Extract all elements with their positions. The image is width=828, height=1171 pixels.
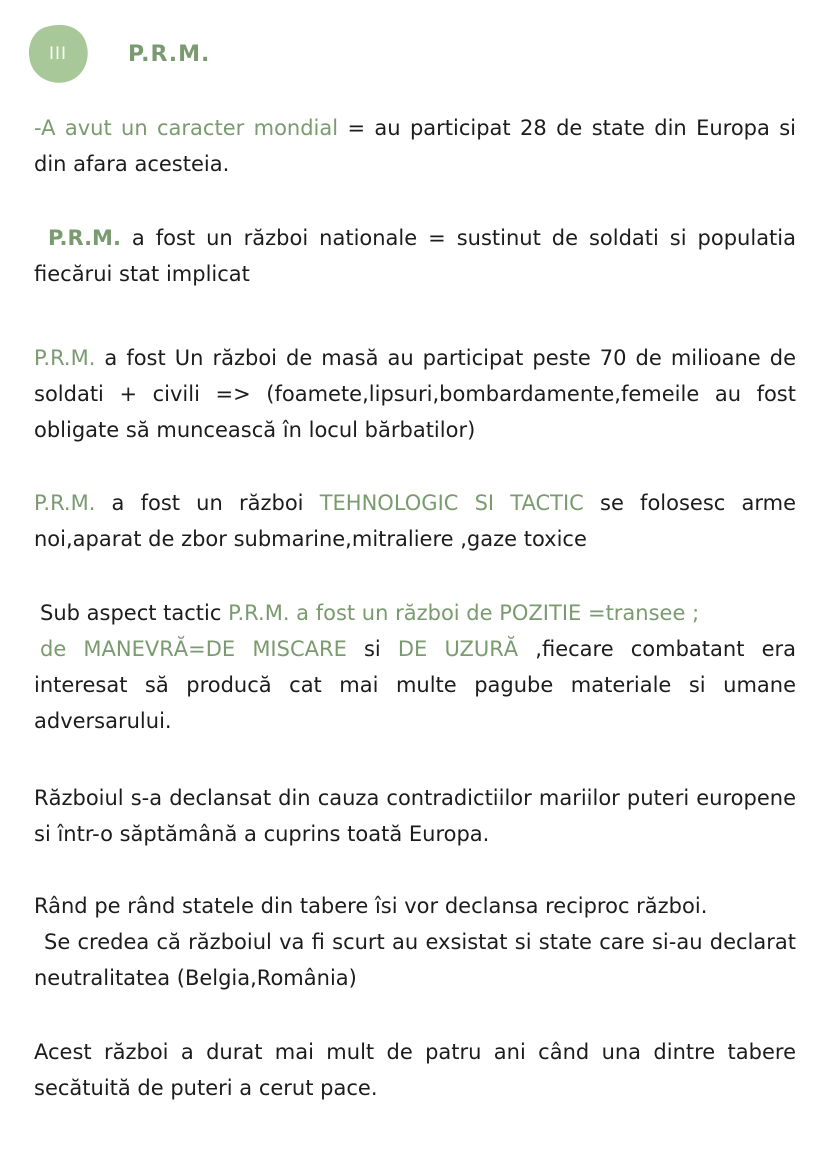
highlight-text: P.R.M.: [48, 226, 121, 250]
highlight-text: P.R.M. a fost un război de POZITIE =transee ;: [228, 601, 700, 625]
paragraph-text: Sub aspect tactic: [40, 601, 229, 625]
highlight-text: P.R.M.: [34, 346, 96, 370]
paragraph-3: [34, 340, 796, 448]
paragraph-text: a fost un război nationale = sustinut de soldati si populatia fiecărui stat implicat: [34, 226, 796, 286]
paragraph-text: si: [346, 637, 398, 661]
paragraph-text: Acest război a durat mai mult de patru ani când una dintre tabere secătuită de puteri a cerut pace.: [34, 1040, 796, 1100]
section-number: III: [48, 44, 68, 64]
page-header: [26, 22, 210, 86]
paragraph-4: [34, 485, 796, 557]
paragraph-text: = au participat 28 de state din Europa si din afara acesteia.: [34, 116, 797, 176]
paragraph-text: Se credea că războiul va fi scurt au exsistat si state care si-au declarat neutralitatea (Belgia,România): [34, 930, 796, 990]
paragraph-2: [34, 220, 796, 292]
highlight-text: de MANEVRĂ=DE MISCARE: [40, 637, 347, 661]
paragraph-5: [34, 595, 796, 739]
paragraph-text: a fost Un război de masă au participat peste 70 de milioane de soldati + civili => (foamete,lipsuri,bombardamente,femeile au fost obligate să muncească în locul bărbatilor): [34, 346, 796, 442]
paragraph-7: [34, 888, 796, 996]
highlight-text: P.R.M.: [34, 491, 96, 515]
highlight-text: DE UZURĂ: [397, 637, 519, 661]
section-badge: [26, 22, 90, 86]
highlight-text: -A avut un caracter mondial: [34, 116, 339, 140]
paragraph-text: se folosesc arme noi,aparat de zbor submarine,mitraliere ,gaze toxice: [34, 491, 796, 551]
paragraph-text: ,fiecare combatant era interesat să producă cat mai multe pagube materiale si umane adversarului.: [34, 637, 796, 733]
paragraph-text: Rând pe rând statele din tabere îsi vor declansa reciproc război.: [34, 894, 708, 918]
paragraph-8: [34, 1034, 796, 1106]
paragraph-1: [34, 110, 796, 182]
page-title: P.R.M.: [128, 41, 211, 67]
highlight-text: TEHNOLOGIC SI TACTIC: [319, 491, 584, 515]
paragraph-text: Războiul s-a declansat din cauza contradictiilor mariilor puteri europene si într-o săptămână a cuprins toată Europa.: [34, 786, 796, 846]
paragraph-6: [34, 780, 796, 852]
paragraph-text: a fost un război: [95, 491, 320, 515]
